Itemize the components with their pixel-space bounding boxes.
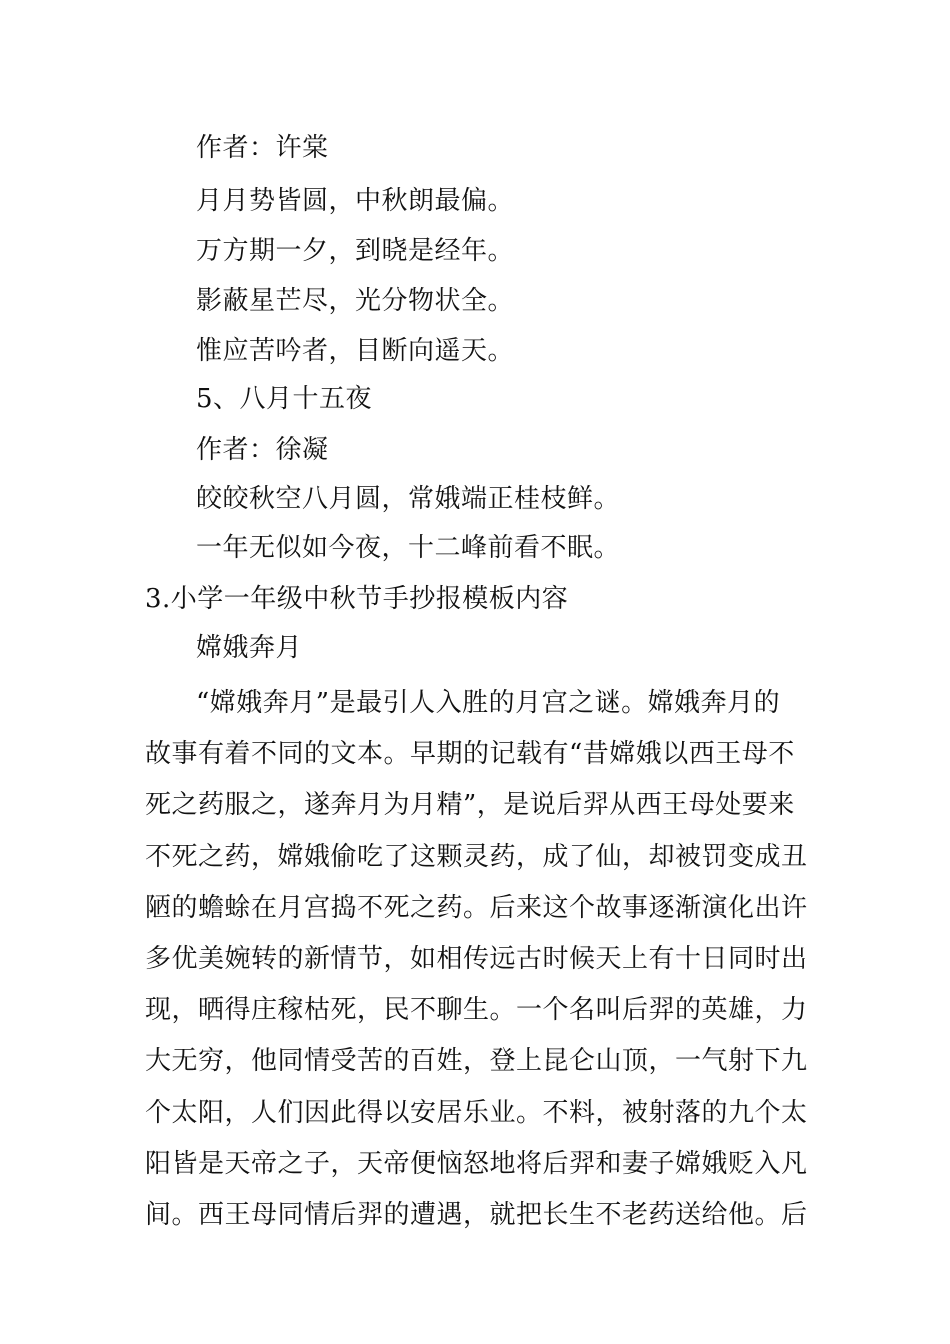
section3-paragraph <box>145 678 809 1241</box>
section3-heading: 3.小学一年级中秋节手抄报模板内容 <box>145 584 569 614</box>
paragraph-line: 死之药服之，遂奔月为月精”，是说后羿从西王母处要来 <box>145 790 795 821</box>
section3-subtitle: 嫦娥奔月 <box>196 633 303 663</box>
paragraph-line: “嫦娥奔月”是最引人入胜的月宫之谜。嫦娥奔月的 <box>196 688 781 718</box>
poem4-line-3: 影蔽星芒尽，光分物状全。 <box>196 286 515 316</box>
paragraph-line: 故事有着不同的文本。早期的记载有“昔嫦娥以西王母不 <box>145 739 795 770</box>
poem5-title: 5、八月十五夜 <box>196 384 373 414</box>
poem4-line-2: 万方期一夕，到晓是经年。 <box>196 236 515 266</box>
paragraph-line: 个太阳，人们因此得以安居乐业。不料，被射落的九个太 <box>145 1097 808 1128</box>
paragraph-line: 间。西王母同情后羿的遭遇，就把长生不老药送给他。后 <box>145 1199 808 1230</box>
poem4-line-4: 惟应苦吟者，目断向遥天。 <box>196 336 515 366</box>
poem5-author: 作者：徐凝 <box>196 435 329 465</box>
poem5-line-1: 皎皎秋空八月圆，常娥端正桂枝鲜。 <box>196 484 621 514</box>
paragraph-line: 多优美婉转的新情节，如相传远古时候天上有十日同时出 <box>145 943 808 974</box>
poem4-author: 作者：许棠 <box>196 133 329 163</box>
paragraph-line: 陋的蟾蜍在月宫捣不死之药。后来这个故事逐渐演化出许 <box>145 892 808 923</box>
paragraph-line: 大无穷，他同情受苦的百姓，登上昆仑山顶，一气射下九 <box>145 1046 808 1077</box>
paragraph-line: 阳皆是天帝之子，天帝便恼怒地将后羿和妻子嫦娥贬入凡 <box>145 1148 808 1179</box>
poem4-line-1: 月月势皆圆，中秋朗最偏。 <box>196 186 515 216</box>
paragraph-line: 现，晒得庄稼枯死，民不聊生。一个名叫后羿的英雄，力 <box>145 995 808 1026</box>
paragraph-line: 不死之药，嫦娥偷吃了这颗灵药，成了仙，却被罚变成丑 <box>145 841 808 872</box>
poem5-line-2: 一年无似如今夜，十二峰前看不眠。 <box>196 533 621 563</box>
